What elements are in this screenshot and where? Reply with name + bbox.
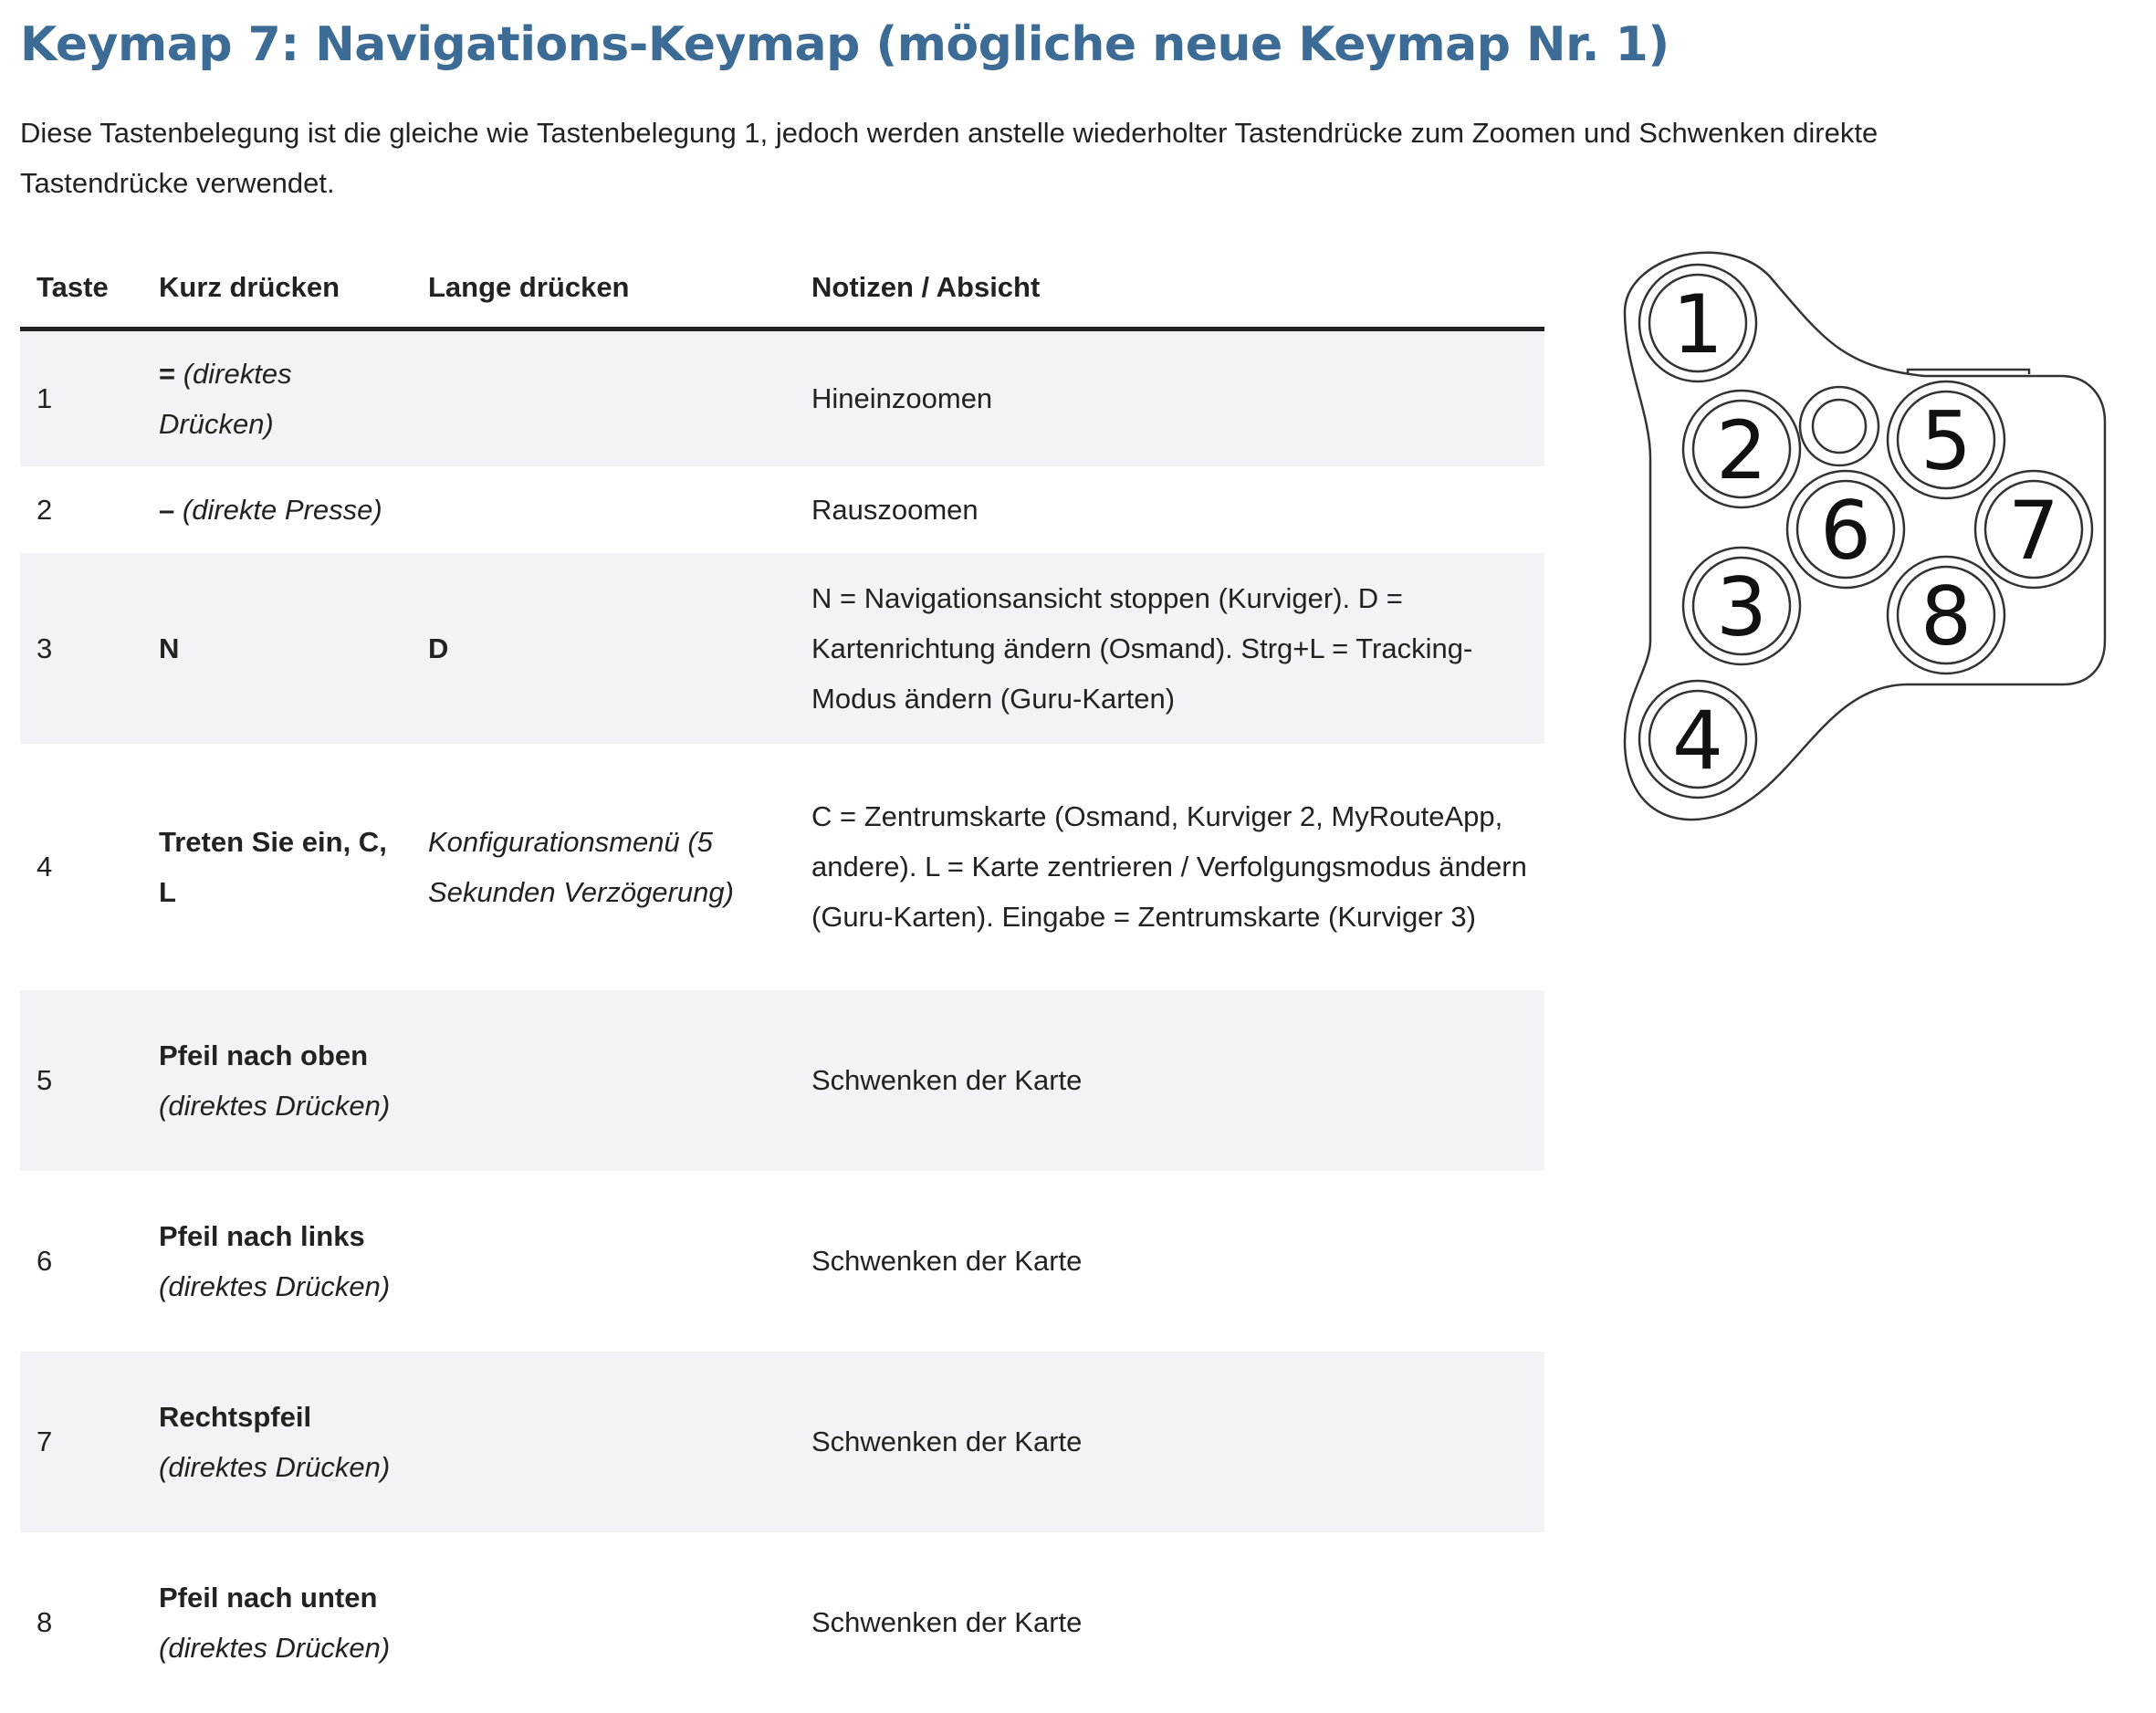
- short-press-key: N: [159, 632, 180, 664]
- cell-long-press: Konfigurationsmenü (5 Sekunden Verzögerung): [428, 825, 734, 908]
- short-press-note: (direktes Drücken): [159, 1631, 391, 1664]
- intro-paragraph: Diese Tastenbelegung ist die gleiche wie Tastenbelegung 1, jedoch werden anstelle wiederholter Tastendrücke zum Zoomen und Schwenken direkte Tastendrücke verwendet.: [20, 117, 1879, 199]
- keypad-key-label: 7: [2008, 484, 2059, 578]
- keypad-key-6: [1787, 471, 1904, 588]
- keypad-key-label: 6: [1820, 484, 1871, 578]
- cell-long-press: [412, 990, 795, 1171]
- keymap-table: [20, 246, 1544, 1713]
- cell-short-press: [142, 990, 412, 1171]
- cell-short-press: [142, 1352, 412, 1532]
- small-indicator-inner: [1813, 400, 1866, 453]
- cell-key: 2: [37, 493, 53, 526]
- cell-short-press: [142, 1532, 412, 1713]
- header-key: Taste: [20, 246, 142, 329]
- header-notes: Notizen / Absicht: [795, 246, 1544, 329]
- cell-long-press: D: [412, 553, 795, 744]
- cell-notes: Hineinzoomen: [795, 329, 1544, 466]
- short-press-note: (direkte Presse): [182, 493, 382, 526]
- table-row: [20, 744, 1544, 990]
- short-press-key: Pfeil nach oben: [159, 1039, 369, 1071]
- cell-key: 5: [20, 990, 142, 1171]
- cell-short-press: [142, 329, 412, 466]
- cell-notes: Schwenken der Karte: [795, 990, 1544, 1171]
- cell-notes: C = Zentrumskarte (Osmand, Kurviger 2, MyRouteApp, andere). L = Karte zentrieren / Verfolgungsmodus ändern (Guru-Karten). Eingabe = Zentrumskarte (Kurviger 3): [811, 800, 1527, 933]
- cell-long-press: [412, 1352, 795, 1532]
- short-press-key: Treten Sie ein, C, L: [159, 825, 387, 908]
- keypad-key-label: 1: [1672, 277, 1723, 371]
- keypad-key-label: 5: [1921, 394, 1972, 488]
- keypad-key-label: 4: [1672, 694, 1723, 788]
- table-row: [20, 990, 1544, 1171]
- short-press-note: (direktes Drücken): [159, 1450, 391, 1483]
- keypad-key-7: [1975, 471, 2092, 588]
- cell-key: 3: [20, 553, 142, 744]
- short-press-note: (direktes Drücken): [159, 1089, 391, 1122]
- keypad-key-4: [1639, 681, 1756, 798]
- cell-key: 7: [20, 1352, 142, 1532]
- keypad-key-2: [1683, 391, 1800, 507]
- cell-key: 6: [37, 1245, 53, 1277]
- table-header-row: [20, 246, 1544, 329]
- cell-long-press: [412, 1532, 795, 1713]
- table-row: [20, 553, 1544, 744]
- short-press-note: (direktes Drücken): [159, 1269, 391, 1302]
- header-short-press: Kurz drücken: [142, 246, 412, 329]
- cell-notes: Schwenken der Karte: [811, 1245, 1083, 1277]
- short-press-key: =: [159, 357, 176, 390]
- table-row: [20, 1352, 1544, 1532]
- keypad-diagram: [1614, 239, 2116, 832]
- keypad-key-label: 3: [1716, 560, 1767, 654]
- cell-short-press: [142, 553, 412, 744]
- keypad-key-3: [1683, 548, 1800, 664]
- cell-key: 1: [20, 329, 142, 466]
- page-title: Keymap 7: Navigations-Keymap (mögliche neue Keymap Nr. 1): [20, 17, 1669, 72]
- table-row: [20, 329, 1544, 466]
- header-long-press: Lange drücken: [412, 246, 795, 329]
- cell-notes: Rauszoomen: [811, 493, 979, 526]
- keypad-key-5: [1888, 381, 2004, 498]
- cell-short-press: [142, 744, 412, 990]
- cell-notes: Schwenken der Karte: [811, 1606, 1083, 1638]
- table-row: [20, 1171, 1544, 1352]
- cell-long-press: [412, 1171, 795, 1352]
- keypad-diagram-svg: [1614, 239, 2116, 832]
- cell-long-press: [412, 466, 795, 553]
- short-press-key: Rechtspfeil: [159, 1400, 312, 1433]
- keypad-key-label: 8: [1921, 569, 1972, 663]
- cell-key: 4: [37, 851, 53, 883]
- short-press-key: Pfeil nach unten: [159, 1581, 378, 1614]
- table-row: [20, 466, 1544, 553]
- table-row: [20, 1532, 1544, 1713]
- keypad-top-edge: [1908, 370, 2029, 374]
- keypad-key-8: [1888, 557, 2004, 674]
- cell-short-press: [142, 1171, 412, 1352]
- cell-notes: Schwenken der Karte: [795, 1352, 1544, 1532]
- keypad-key-label: 2: [1716, 403, 1767, 497]
- keypad-key-1: [1639, 265, 1756, 381]
- cell-long-press: [412, 329, 795, 466]
- short-press-key: –: [159, 493, 175, 526]
- cell-key: 8: [37, 1606, 53, 1638]
- cell-notes: N = Navigationsansicht stoppen (Kurviger). D = Kartenrichtung ändern (Osmand). Strg+L = Tracking-Modus ändern (Guru-Karten): [795, 553, 1544, 744]
- short-press-note: (direktes Drücken): [159, 357, 292, 440]
- short-press-key: Pfeil nach links: [159, 1219, 365, 1252]
- cell-short-press: [142, 466, 412, 553]
